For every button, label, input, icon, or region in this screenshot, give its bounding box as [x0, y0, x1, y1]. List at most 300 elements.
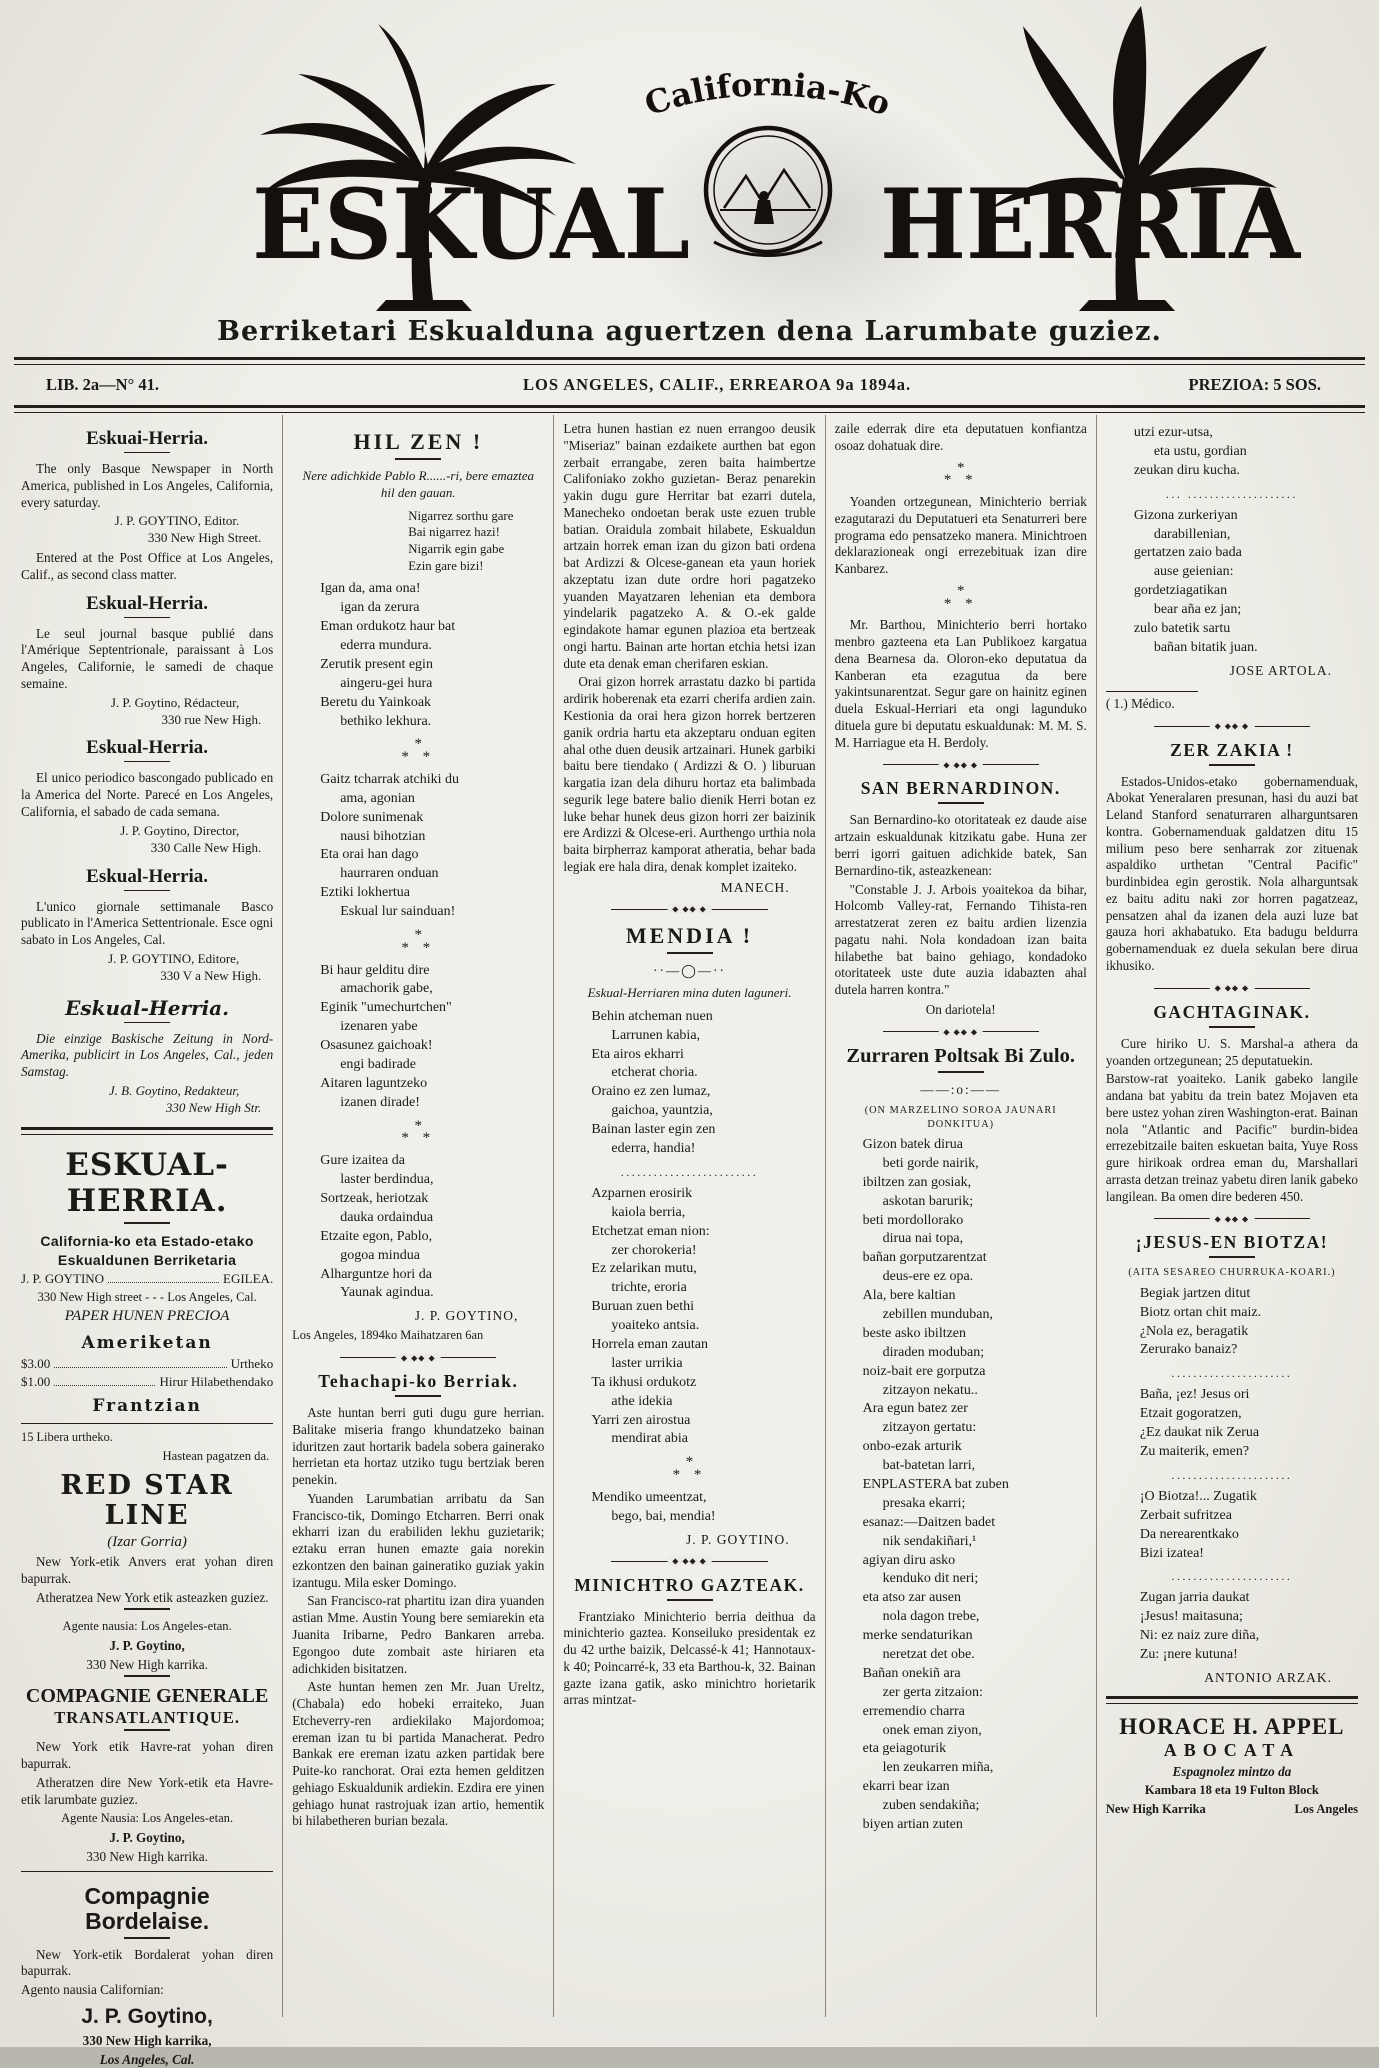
verse-line: ederra mundura. — [340, 637, 432, 653]
ad-title: RED STAR LINE — [60, 1470, 234, 1531]
centered-text: 330 rue New High. — [161, 711, 262, 727]
verse-line: Osasunez gaichoak! — [320, 1038, 433, 1054]
heading-rule — [124, 617, 170, 618]
verse-line: askotan barurik; — [882, 1193, 974, 1209]
verse-line: zer gerta zitzaion: — [882, 1684, 983, 1700]
verse-line: esanaz:—Daitzen badet — [862, 1514, 996, 1530]
paragraph: Orai gizon horrek arrastatu dazko bi partida ardirik hoberenak eta ezarri cherifa ardien zain. Kestionia da orai hera gizon horrek bertzeren ganik ordria hartu eta akzeptaru onduan egiten ahal othe duen deusik artzainari. Hunek garbiki baitu bere tiendako ( Ardizzi & O. ) liburuan kargatia izan dela dihuru hortaz eta balimbada segurik lege batere balio dienik Herri botan ez luke behar hunek deus gizon horri zer baizinik ere Ardizzi & Olcese-eri. Aurthengo urthia nola baita birpherraz kamporat atheratia, behar bada legiak ere hala dira, denak komplet izaiteko. — [563, 674, 816, 874]
dateline-bottom-rule — [14, 405, 1365, 413]
verse-line: Ara egun batez zer — [862, 1401, 968, 1417]
verse-line: Begiak jartzen ditut — [1139, 1285, 1251, 1301]
verse-line: amachorik gabe, — [340, 981, 433, 997]
verse-line: ibiltzen zan gosiak, — [862, 1174, 972, 1190]
masthead-subtitle: Berriketari Eskualduna aguertzen dena Larumbate guziez. — [217, 316, 1162, 347]
verse-line: beti mordollorako — [862, 1212, 964, 1228]
double-rule — [1106, 1696, 1358, 1704]
centered-text: (Izar Gorria) — [107, 1533, 187, 1550]
verse-line: gogoa mindua — [340, 1247, 420, 1263]
paragraph: Entered at the Post Office at Los Angeles, Calif., as second class matter. — [21, 550, 274, 582]
centered-text: On dariotela! — [925, 1001, 996, 1017]
verse-line: erremendio charra — [862, 1703, 965, 1719]
article-heading: Tehachapi-ko Berriak. — [318, 1371, 519, 1392]
verse — [320, 580, 544, 731]
heading-rule — [938, 802, 984, 804]
verse-line: dirua nai topa, — [882, 1231, 964, 1247]
verse-line: zitzayon gertatu: — [882, 1420, 977, 1436]
verse-line: Eta airos ekharri — [591, 1046, 684, 1062]
verse-line: deus-ere ez opa. — [882, 1269, 974, 1285]
heading-rule — [1209, 764, 1255, 766]
verse-line: Yaunak agindua. — [340, 1285, 434, 1301]
section-divider — [883, 1031, 1039, 1032]
verse-line: mendirat abia — [611, 1431, 688, 1447]
asterism-row: * * — [672, 1467, 707, 1484]
verse-line: bear aña ez jan; — [1153, 602, 1242, 618]
verse-line: Gizon batek dirua — [862, 1136, 963, 1152]
price: PREZIOA: 5 SOS. — [1188, 375, 1321, 394]
article-heading: HIL ZEN ! — [353, 429, 484, 454]
verse-line: ederra, handia! — [611, 1140, 696, 1156]
verse-line: nausi bihotzian — [340, 828, 426, 844]
heading-rule — [395, 1395, 441, 1397]
heading-rule — [667, 952, 713, 954]
verse-line: Eginik "umechurtchen" — [320, 1000, 452, 1016]
footnote-rule — [1106, 691, 1198, 692]
asterism: * * * — [835, 462, 1087, 488]
paragraph: Aste huntan berri guti dugu gure herrian. Balitake miseria frango khundatzeko bainan iduritzen zaut hortarik badela sobera gainerako herrietan eta hortaz utziko tugu bertziak beren penekin. — [292, 1405, 545, 1488]
verse-line: ekarri bear izan — [862, 1779, 950, 1795]
centered-text: Kambara 18 eta 19 Fulton Block — [1144, 1783, 1319, 1798]
verse-line: ENPLASTERA bat zuben — [862, 1477, 1009, 1492]
leader-row — [21, 1374, 273, 1390]
centered-text: Hastean pagatzen da. — [162, 1448, 270, 1463]
dotted-separator: ... .................... — [1165, 486, 1298, 501]
heading-rule — [395, 458, 441, 460]
ad-title: COMPAGNIE GENERALE — [25, 1685, 269, 1708]
heading-rule — [124, 761, 170, 762]
dotted-separator: ...................... — [1171, 1467, 1293, 1482]
verse-line: Dolore sunimenak — [320, 809, 424, 825]
verse-line: gaichoa, yauntzia, — [611, 1103, 713, 1119]
paragraph: 15 Libera urtheko. — [21, 1430, 113, 1445]
verse-line: Gure izaitea da — [320, 1153, 405, 1169]
heading-rule — [938, 1071, 984, 1073]
verse-line: ¡O Biotza!... Zugatik — [1139, 1488, 1257, 1504]
verse-line: Larrunen kabia, — [611, 1027, 701, 1043]
signature: MANECH. — [720, 879, 790, 895]
paragraph: Le seul journal basque publié dans l'Amérique Septentrionale, paraissant à Los Angeles, Californie, le samedi de chaque semaine. — [21, 625, 274, 691]
verse-line: bat-batetan larri, — [882, 1458, 976, 1474]
verse-line: Horrela eman zautan — [591, 1336, 709, 1352]
article-heading: GACHTAGINAK. — [1153, 1001, 1311, 1022]
leader-left: $3.00 — [21, 1356, 51, 1372]
centered-text: PAPER HUNEN PRECIOA — [64, 1308, 230, 1325]
verse-line: aingeru-gei hura — [340, 675, 433, 691]
verse — [591, 1008, 815, 1159]
section-divider — [611, 909, 767, 910]
verse-line: darabillenian, — [1153, 526, 1231, 542]
verse-line: engi badirade — [340, 1056, 416, 1072]
asterism: * * * — [292, 1120, 544, 1146]
asterism: * * * — [292, 738, 544, 764]
centered-text: 330 New High karrika. — [86, 1656, 208, 1672]
verse-line: Zu maiterik, emen? — [1139, 1444, 1250, 1460]
verse-line: izenaren yabe — [340, 1019, 418, 1035]
paragraph: New York-etik Anvers erat yohan diren bapurrak. — [21, 1554, 274, 1586]
heading-rule — [124, 452, 170, 453]
verse-line: Sortzeak, heriotzak — [320, 1190, 429, 1206]
edition-heading: Eskual-Herria. — [86, 592, 209, 614]
verse — [320, 1152, 544, 1303]
centered-text: J. P. GOYTINO, Editor. — [114, 513, 240, 529]
verse-line: Bizi izatea! — [1139, 1545, 1204, 1561]
centered-text: J. P. GOYTINO, Editore, — [108, 950, 240, 966]
verse-line: nik sendakiñari,¹ — [882, 1533, 977, 1549]
dotted-separator: ...................... — [1171, 1569, 1293, 1584]
verse-line: Mendiko umeentzat, — [591, 1489, 707, 1505]
centered-text: 330 Calle New High. — [150, 839, 262, 855]
masthead — [0, 0, 1379, 413]
verse-line: Zugan jarria daukat — [1139, 1590, 1250, 1606]
verse-line: onbo-ezak arturik — [862, 1439, 962, 1455]
verse-line: bego, bai, mendia! — [611, 1508, 716, 1524]
edition-heading: Eskual-Herria. — [86, 737, 209, 759]
heading-rule — [124, 890, 170, 891]
verse-line: Yarri zen airostua — [591, 1412, 691, 1428]
verse-line: Da nerearentkako — [1139, 1526, 1239, 1542]
column-1 — [12, 415, 282, 2068]
edition-heading: Eskual-Herria. — [86, 865, 209, 887]
verse-line: Igan da, ama ona! — [320, 581, 421, 597]
centered-text: ——:o:—— — [920, 1082, 1002, 1098]
verse-line: athe idekia — [611, 1393, 673, 1409]
verse-line: zitzayon nekatu.. — [882, 1382, 978, 1398]
masthead-art — [0, 0, 1379, 316]
verse-line: Ala, bere kaltian — [862, 1288, 956, 1304]
split-row — [1106, 1802, 1358, 1817]
masthead-arc-text: California-Ko — [640, 65, 896, 124]
verse-line: Gaitz tcharrak atchiki du — [320, 771, 459, 787]
verse-line: laster urrikia — [611, 1355, 683, 1371]
verse-line: eta ustu, gordian — [1153, 443, 1247, 459]
asterism: * * * — [835, 585, 1087, 611]
centered-text: J. P. Goytino, — [109, 1637, 185, 1653]
verse — [320, 771, 544, 922]
issue-number: LIB. 2a—N° 41. — [46, 375, 159, 394]
split-left: New High Karrika — [1105, 1801, 1206, 1816]
signature: J. P. GOYTINO. — [685, 1531, 790, 1547]
verse-line: Etzait gogoratzen, — [1139, 1406, 1242, 1422]
article-heading: MENDIA ! — [625, 922, 754, 948]
verse-line: Zerbait sufritzea — [1139, 1507, 1232, 1523]
verse-line: Eman ordukotz haur bat — [320, 619, 456, 635]
verse-line: Eta orai han dago — [320, 847, 419, 863]
verse-line: bañan gorputzarentzat — [862, 1250, 987, 1266]
verse-line: utzi ezur-utsa, — [1133, 425, 1213, 440]
leader-dots — [108, 1282, 219, 1283]
verse-small — [408, 508, 544, 575]
full-rule — [21, 1423, 273, 1424]
verse-line: Ni: ez naiz zure diña, — [1139, 1628, 1260, 1644]
column-2 — [282, 415, 553, 2017]
dotted-separator: ......................... — [620, 1164, 759, 1179]
svg-text:California-Ko — [640, 65, 895, 123]
centered-text: J. P. Goytino, Rédacteur, — [110, 694, 240, 710]
verse-line: len zeukarren miña, — [882, 1760, 994, 1776]
verse — [1140, 1285, 1358, 1361]
verse — [1140, 1589, 1358, 1665]
verse-line: laster berdindua, — [340, 1172, 434, 1188]
section-divider — [1154, 988, 1310, 989]
article-heading: Zurraren Poltsak Bi Zulo. — [846, 1045, 1075, 1068]
verse-line: Behin atcheman nuen — [591, 1008, 713, 1024]
verse-line: eta atso zar ausen — [862, 1590, 961, 1606]
verse-line: zulo batetik sartu — [1133, 621, 1231, 637]
verse-line: kenduko dit neri; — [882, 1571, 979, 1587]
centered-text: J. P. Goytino, — [81, 2004, 213, 2028]
verse-line: agiyan diru asko — [862, 1552, 956, 1568]
verse-line: Aitaren laguntzeko — [320, 1075, 428, 1091]
centered-text: J. B. Goytino, Redakteur, — [108, 1082, 240, 1098]
dateline-text: LOS ANGELES, CALIF., ERREAROA 9a 1894a. — [522, 375, 912, 394]
verse-line: dauka ordaindua — [340, 1209, 434, 1225]
signature: J. P. GOYTINO, — [414, 1308, 519, 1324]
verse-line: etcherat choria. — [611, 1065, 698, 1081]
asterism: * * * — [563, 1456, 815, 1482]
column-5 — [1096, 415, 1367, 2017]
verse-line: Ta ikhusi ordukotz — [591, 1374, 697, 1390]
leader-right: Urtheko — [230, 1356, 274, 1372]
column-3 — [553, 415, 824, 2017]
verse — [1134, 424, 1358, 481]
article-heading: MINICHTRO GAZTEAK. — [574, 1574, 805, 1595]
paragraph: Yoanden ortzegunean, Minichterio berriak ezagutarazi du Deputatueri eta Senaturreri bere programa edo pensatzeko manera. Minichtroen deklarazioneak ongi errezebituak izan dire Kanbarez. — [834, 494, 1087, 577]
verse-line: zuben sendakiña; — [882, 1798, 980, 1814]
paragraph: The only Basque Newspaper in North America, published in Los Angeles, California, every saturday. — [21, 461, 274, 510]
section-divider — [1154, 726, 1310, 727]
verse-line: diraden moduban; — [882, 1344, 985, 1360]
centered-text: Eskual-Herriaren mina duten laguneri. — [587, 984, 792, 1000]
centered-text: Frantzian — [92, 1396, 202, 1417]
verse-line: Bainan laster egin zen — [591, 1122, 716, 1138]
paragraph: Mr. Barthou, Minichterio berri hortako menbro gazteena eta Lan Publikoez kargatua dena Bearnesa da. Oloron-eko deputatua da Kanberan eta ezagutua da bere yakintsunarentzat. Segur gare on hainitz eginen duela Eskual-Herriari eta ongi lagunduko dituela gure bi deputatu eskualdunak: M. M. S. M. Harriague eta H. Berdoly. — [834, 617, 1087, 750]
centered-text: 330 New High Street. — [147, 530, 262, 546]
verse-line: Nigarrez sorthu gare — [408, 508, 514, 523]
centered-text: 330 V a New High. — [160, 967, 262, 983]
centered-text: Agente nausia: Los Angeles-etan. — [62, 1619, 232, 1634]
leader-row — [21, 1271, 273, 1287]
paper-title: ESKUAL-HERRIA. — [65, 1146, 229, 1219]
paragraph: Atheratzen dire New York-etik eta Havre-etik larumbate guziez. — [21, 1774, 274, 1807]
short-rule — [124, 1729, 170, 1731]
heading-rule — [1209, 1026, 1255, 1028]
verse-line: ama, agonian — [340, 790, 415, 806]
paragraph: L'unico giornale settimanale Basco publicato in l'America Settentrionale. Esce ogni sabato in Los Angeles, Cal. — [21, 898, 274, 948]
verse-line: Eskual lur sainduan! — [340, 904, 456, 920]
paragraph: New York-etik Bordalerat yohan diren bapurrak. — [21, 1946, 274, 1979]
verse-line: Ezin gare bizi! — [408, 558, 484, 573]
leader-left: $1.00 — [21, 1374, 51, 1390]
verse-line: Nigarrik egin gabe — [408, 542, 505, 557]
verse-line: ¿Nola ez, beragatik — [1139, 1323, 1249, 1339]
verse-line: zer chorokeria! — [611, 1242, 697, 1258]
heading-rule — [124, 1022, 170, 1023]
verse-line: haurraren onduan — [340, 866, 439, 882]
verse-line: Gizona zurkeriyan — [1133, 507, 1238, 523]
short-rule — [124, 1608, 170, 1610]
leader-dots — [54, 1367, 226, 1368]
centered-text: (AITA SESAREO CHURRUKA-KOARI.) — [1128, 1267, 1336, 1279]
paragraph: San Bernardino-ko otoritateak ez daude aise artzain eskualdunak kitzikatu gabe. Huna zer berri igorri gaituen adichkide batek, San Bernardino-tik, asteazkenean: — [834, 812, 1087, 878]
dateline — [0, 365, 1379, 405]
paragraph: Atheratzea New York etik asteazken guziez. — [36, 1589, 269, 1605]
verse — [1134, 507, 1358, 658]
verse — [1140, 1488, 1358, 1564]
article-heading: SAN BERNARDINON. — [860, 778, 1061, 799]
asterism-row: * * — [401, 749, 436, 766]
verse-line: gordetziagatikan — [1133, 583, 1228, 599]
ad-title: ABOCATA — [1163, 1740, 1301, 1761]
verse-line: Bi haur gelditu dire — [320, 962, 430, 978]
leader-dots — [54, 1385, 155, 1386]
centered-text: (ON MARZELINO SOROA JAUNARI DONKITUA) — [864, 1105, 1057, 1130]
ad-title: HORACE H. APPEL — [1119, 1714, 1345, 1740]
heading-rule — [124, 1222, 170, 1224]
centered-text: J. P. Goytino, Director, — [120, 822, 240, 838]
verse-line: ¿Ez daukat nik Zerua — [1139, 1425, 1260, 1441]
seal-icon — [706, 128, 830, 256]
verse-line: Alharguntze hori da — [320, 1266, 432, 1282]
paragraph: Aste huntan hemen zen Mr. Juan Ureltz, (Chabala) edo hobeki erraiteko, Juan Etcheverry-ren ardiekilako Majordomoa; ereman izan tu bi partida Manacherat. Pedro Bankak ere ereman izatu azken partidak bere Puite-ko ranchorat. Orai ezta hemen gelditzen gehiago Eskualdunik ardiekin. Ezdira ere yinen gehiago hunat rastrojuak izan artio, hementik bi hilabetheren burian bezala. — [292, 1679, 545, 1829]
paragraph: New York etik Havre-rat yohan diren bapurrak. — [21, 1739, 274, 1771]
verse-line: ause geienian: — [1153, 564, 1234, 580]
dotted-separator: ...................... — [1171, 1366, 1293, 1381]
leader-left: J. P. GOYTINO — [21, 1271, 105, 1287]
asterism: * * * — [292, 929, 544, 955]
centered-text: Los Angeles, Cal. — [99, 2052, 195, 2068]
column-container — [0, 415, 1379, 2068]
paragraph: San Francisco-rat phartitu izan dira yuanden astian Mme. Austin Young bere semiarekin eta Juanita Iribarne, Pedro Bankaren arreba. Egongoo dute zombait aste hiriaren eta adichkiden bisitatzen. — [292, 1593, 545, 1676]
centered-text: 330 New High Str. — [165, 1099, 262, 1115]
paragraph: ( 1.) Médico. — [1105, 695, 1175, 711]
verse-line: izanen dirade! — [340, 1094, 420, 1110]
verse-line: biyen artian zuten — [862, 1817, 963, 1833]
section-divider — [1154, 1218, 1310, 1219]
paragraph: El unico periodico bascongado publicado en la America del Norte. Parecé en Los Angeles, California, el sabado de cada semana. — [21, 770, 274, 819]
ad-title: Compagnie Bordelaise. — [84, 1882, 210, 1935]
centered-text: J. P. Goytino, — [109, 1829, 185, 1845]
verse-line: ¡Jesus! maitasuna; — [1139, 1609, 1243, 1625]
verse-line: yoaiteko antsia. — [611, 1318, 700, 1334]
signature: ANTONIO ARZAK. — [1204, 1670, 1333, 1686]
verse-line: Etchetzat eman nion: — [591, 1223, 710, 1239]
ad-title: TRANSATLANTIQUE. — [54, 1708, 240, 1728]
centered-text: Nere adichkide Pablo R......-ri, bere emaztea hil den gauan. — [302, 468, 535, 500]
masthead-title-left: ESKUAL — [252, 168, 690, 281]
leader-row — [21, 1356, 273, 1372]
verse-line: noiz-bait ere gorputza — [862, 1363, 986, 1379]
verse — [863, 1136, 1087, 1835]
centered-text: Eskualdunen Berriketaria — [57, 1251, 237, 1268]
verse-line: beste asko ibiltzen — [862, 1325, 967, 1341]
verse-line: beti gorde nairik, — [882, 1155, 979, 1171]
centered-text: Espagnolez mintzo da — [1172, 1764, 1292, 1780]
verse-line: Beretu du Yainkoak — [320, 694, 432, 710]
signature: JOSE ARTOLA. — [1229, 662, 1333, 678]
verse-line: Biotz ortan chit maiz. — [1139, 1304, 1262, 1320]
verse-line: Etzaite egon, Pablo, — [320, 1228, 433, 1244]
verse-line: Bañan onekiñ ara — [862, 1665, 961, 1681]
verse — [1140, 1386, 1358, 1462]
paragraph: Barstow-rat yoaiteko. Lanik gabeko langile andana bat yabitu da trein batez Mojaven eta bere ustez yohan ziren Washington-erat. Bainan nola "Atlantic and Pacific" burdin-bidea errezebitzaile baiten eskuetan baita, Yuye Ross gure hirikoak ordrea eman du, Marshallari arrasta detzan treinaz yabetu diren lanik gabeko langilean. Ba omen dire bederen 450. — [1105, 1071, 1359, 1204]
verse-line: Ez zelarikan mutu, — [591, 1261, 697, 1277]
centered-text: 330 New High karrika, — [82, 2033, 212, 2049]
verse-line: presaka ekarri; — [882, 1495, 966, 1511]
masthead-title-right: HERRIA — [880, 168, 1302, 281]
paragraph: Letra hunen hastian ez nuen errangoo deusik "Miseriaz" bainan ezdaikete aurthen bat egon zerbait errangabe, zeren baita haimbertze Califoniako zokho guzietan- Beraz penarekin yakin dugu gure Herritar bat ezarri dutela, Manecheko ondoetan berak uste ezuen truble batian. Oraidula zombait hilabete, Eskualdun artzain horrek eman izan du gizon bati ordena bat Ardizzi & Olcese-ganean eta yaun horiek akzeptatu izan dute ordre hori pagatzeko yuanden Mayatzaren lehenian eta dembora yindelarik pagatzeko A. & O.-ek galde egindakote hamar egunen plazioa eta bertzeak ongi hartu. Bainan arte hortan etchia hetsi izan dute eta denak eman cherifaren eskian. — [563, 421, 816, 671]
asterism-row: * * — [943, 472, 978, 489]
section-divider — [611, 1561, 767, 1562]
verse-line: nola dagon trebe, — [882, 1609, 980, 1625]
verse-line: Zerutik present egin — [320, 656, 433, 672]
heading-rule — [1209, 1256, 1255, 1258]
full-rule — [21, 1871, 273, 1872]
verse-line: onek eman ziyon, — [882, 1722, 982, 1738]
centered-text: 330 New High karrika. — [86, 1848, 208, 1864]
paragraph: Estados-Unidos-etako gobernamenduak, Abokat Yeneralaren presunan, hasi du auzi bat Leland Stanford senaturraren alharguntsaren kontra. Gobernamenduak galdatzen ditu 15 milium peso bere senharrak zor zituenak aspaldiko urthetan "Central Pacific" burdinbidea egin gerostik. Nola alharguntsak ez baitu aditu naki zor horren pagatzeaz, pensatzen ahal da izanen dela auzi luze bat gauza hori akhabatuko. Eta badugu beldurra gobernamenduak ez duela sekulan bere dirua ikhusiko. — [1105, 773, 1359, 973]
asterism-row: * * — [943, 595, 978, 612]
paragraph: Cure hiriko U. S. Marshal-a athera da yoanden ortzegunean; 25 deputatuekin. — [1105, 1035, 1359, 1068]
edition-heading-fraktur: Eskual-Herria. — [65, 995, 230, 1020]
edition-heading: Eskuai-Herria. — [86, 428, 209, 449]
dateline-top-rule — [14, 357, 1365, 365]
paragraph: Yuanden Larumbatian arribatu da San Francisco-tik, Domingo Etcharren. Berri onak ekharri izan du erabiliden lekhu guzietarik; eztaku erran hunen emazte gaia norekin ezkontzen den bainan gaineratiko guziak yakin izantugu. Mila esker Domingo. — [292, 1490, 545, 1590]
double-rule — [21, 1127, 273, 1135]
verse-line: Baña, ¡ez! Jesus ori — [1139, 1387, 1250, 1403]
verse-line: igan da zerura — [340, 600, 420, 616]
verse-line: Eztiki lokhertua — [320, 885, 411, 901]
leader-right: Hirur Hilabethendako — [159, 1374, 274, 1390]
leader-right: EGILEA. — [223, 1271, 274, 1287]
verse-line: trichte, eroria — [611, 1280, 687, 1296]
verse — [320, 962, 544, 1113]
verse-line: zeukan diru kucha. — [1133, 462, 1240, 478]
verse-line: Zerurako banaiz? — [1139, 1342, 1238, 1358]
verse-line: zebillen munduban, — [882, 1306, 994, 1322]
asterism-row: * * — [401, 1130, 436, 1147]
split-right: Los Angeles — [1294, 1801, 1359, 1816]
centered-text: 330 New High street - - - Los Angeles, Cal. — [37, 1290, 257, 1305]
heading-rule — [667, 1599, 713, 1601]
paragraph: Frantziako Minichterio berria deithua da minichterio gaztea. Konseiluko presidentak ez du 42 urthe baizik, Delcassé-k 41; Hannotaux-k 40; Poincarré-k, 33 eta Barthou-k, 32. Bainan gazte izana gatik, asko minichtro horietarik arras mintzat- — [563, 1608, 816, 1708]
verse-line: gertatzen zaio bada — [1133, 545, 1242, 561]
article-heading: ¡JESUS-EN BIOTZA! — [1135, 1232, 1329, 1253]
paragraph: "Constable J. J. Arbois yoaitekoa da bihar, Holcomb Valley-rat, Fernando Tihista-ren arrestatzerat zeren ez baitu ardien lizenzia pagatu nahi. Nola kondadoan izan baita hilabethe bat baino gehiago, kondadoko otoritateek uste dute auzia idabazten ahal dutela harren kontra." — [834, 881, 1087, 998]
centered-text: California-ko eta Estado-etako — [40, 1232, 254, 1249]
verse-line: bañan bitatik juan. — [1153, 639, 1258, 655]
verse — [591, 1185, 815, 1449]
paragraph: Los Angeles, 1894ko Maihatzaren 6an — [292, 1328, 484, 1343]
verse-line: Oraino ez zen lumaz, — [591, 1084, 711, 1100]
verse-line: eta geiagoturik — [862, 1741, 947, 1757]
verse-line: Buruan zuen bethi — [591, 1299, 695, 1315]
paragraph: Die einzige Baskische Zeitung in Nord-Amerika, publicirt in Los Angeles, Cal., jeden Samstag. — [21, 1030, 274, 1080]
verse — [591, 1489, 815, 1527]
verse-line: neretzat det obe. — [882, 1647, 975, 1663]
article-heading: ZER ZAKIA ! — [1170, 739, 1294, 760]
verse-line: bethiko lekhura. — [340, 713, 432, 729]
short-rule — [124, 1937, 170, 1939]
